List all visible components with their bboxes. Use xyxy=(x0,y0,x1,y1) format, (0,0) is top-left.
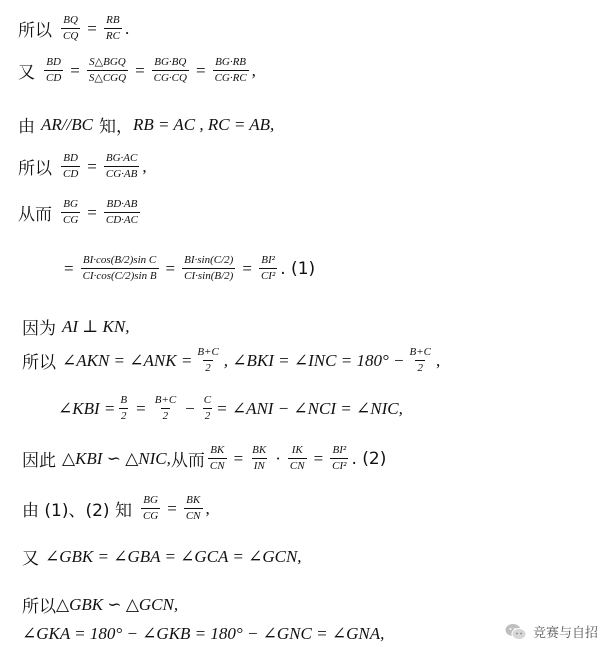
fraction: $\frac{B+C}{2}$ xyxy=(197,346,219,374)
fraction: $\frac{\text{BI²}}{\text{CI²}}$ xyxy=(260,254,276,282)
line-14: ∠GKA = 180° − ∠GKB = 180° − ∠GNC = ∠GNA, xyxy=(22,624,385,643)
watermark xyxy=(505,622,598,641)
fraction: $\frac{BG\cdot AC}{CG\cdot AB}$ xyxy=(105,152,138,180)
line-8: 所以 ∠AKN = ∠ANK = $\frac{B+C}{2}$ , ∠BKI = ∠INC = 180° − $\frac{B+C}{2}$ , xyxy=(22,346,441,374)
line-6: = $\frac{\text{BI·cos(B/2)sin C}}{\text{CI·cos(C/2)sin B}}$ = $\frac{BI\cdot\sin(C/2)}{CI\cdot\sin(B/2)}$ = $\frac{\text{BI²}}{\text{CI²}}$ . (1) xyxy=(64,254,316,282)
fraction: $\frac{BG\cdot RB}{CG\cdot RC}$ xyxy=(214,56,247,84)
fraction: $\frac{C}{2}$ xyxy=(203,394,212,422)
fraction: $\frac{BG\cdot BQ}{CG\cdot CQ}$ xyxy=(153,56,187,84)
fraction: $\frac{B}{2}$ xyxy=(120,394,128,422)
line-4: 所以 $\frac{BD}{CD}$ = $\frac{BG\cdot AC}{CG\cdot AB}$ , xyxy=(18,152,147,180)
line-7: 因为 AI ⊥ KN, xyxy=(22,316,130,339)
fraction: $\frac{BG}{CG}$ xyxy=(63,198,79,226)
line-10: 因此 △KBI ∽ △NIC, 从而 $\frac{BK}{CN}$ = $\frac{BK}{IN}$ · $\frac{IK}{CN}$ = $\frac{\text{BI²}}{\text{CI²}}$ . (2) xyxy=(22,444,387,472)
fraction: $\frac{\text{BI²}}{\text{CI²}}$ xyxy=(332,444,347,472)
line-13: 所以 △GBK ∽ △GCN, xyxy=(22,594,179,617)
line-11: 由 (1)、(2) 知 $\frac{BG}{CG}$ = $\frac{BK}{CN}$ , xyxy=(22,494,210,522)
line-12: 又 ∠GBK = ∠GBA = ∠GCA = ∠GCN, xyxy=(22,546,302,569)
fraction: $\frac{B+C}{2}$ xyxy=(409,346,431,374)
fraction: $\frac{RB}{RC}$ xyxy=(105,14,120,42)
wechat-icon xyxy=(505,623,527,641)
line-9: ∠KBI = $\frac{B}{2}$ = $\frac{B+C}{2}$ − $\frac{C}{2}$ = ∠ANI − ∠NCI = ∠NIC, xyxy=(58,394,403,422)
fraction: $\frac{\text{BI·cos(B/2)sin C}}{\text{CI·cos(C/2)sin B}}$ xyxy=(82,254,157,282)
fraction: $\frac{BI\cdot\sin(C/2)}{CI\cdot\sin(B/2)}$ xyxy=(184,254,234,282)
fraction: $\frac{BK}{IN}$ xyxy=(252,444,267,472)
fraction: $\frac{B+C}{2}$ xyxy=(154,394,177,422)
fraction: $\frac{BD}{CD}$ xyxy=(63,152,79,180)
fraction: $\frac{BK}{CN}$ xyxy=(185,494,201,522)
fraction: $\frac{\text{S△BGQ}}{\text{S△CGQ}}$ xyxy=(88,56,127,84)
fraction: $\frac{BG}{CG}$ xyxy=(142,494,159,522)
fraction: $\frac{IK}{CN}$ xyxy=(289,444,305,472)
line-2: 又 $\frac{BD}{CD}$ = $\frac{\text{S△BGQ}}{\text{S△CGQ}}$ = $\frac{BG\cdot BQ}{CG\cdot CQ}$ = $\frac{BG\cdot RB}{CG\cdot RC}$ , xyxy=(18,56,256,84)
watermark-text: 竞赛与自招 xyxy=(532,626,598,641)
line-1: 所以 $\frac{BQ}{CQ}$ = $\frac{RB}{RC}$ . xyxy=(18,14,130,42)
line-3: 由 AR//BC 知， RB = AC , RC = AB, xyxy=(18,114,275,137)
fraction: $\frac{BD\cdot AB}{CD\cdot AC}$ xyxy=(105,198,138,226)
fraction: $\frac{BD}{CD}$ xyxy=(46,56,62,84)
fraction: $\frac{BK}{CN}$ xyxy=(209,444,225,472)
word-suoyi: 所以 xyxy=(18,21,52,41)
fraction: $\frac{BQ}{CQ}$ xyxy=(63,14,79,42)
line-5: 从而 $\frac{BG}{CG}$ = $\frac{BD\cdot AB}{CD\cdot AC}$ xyxy=(18,198,138,226)
